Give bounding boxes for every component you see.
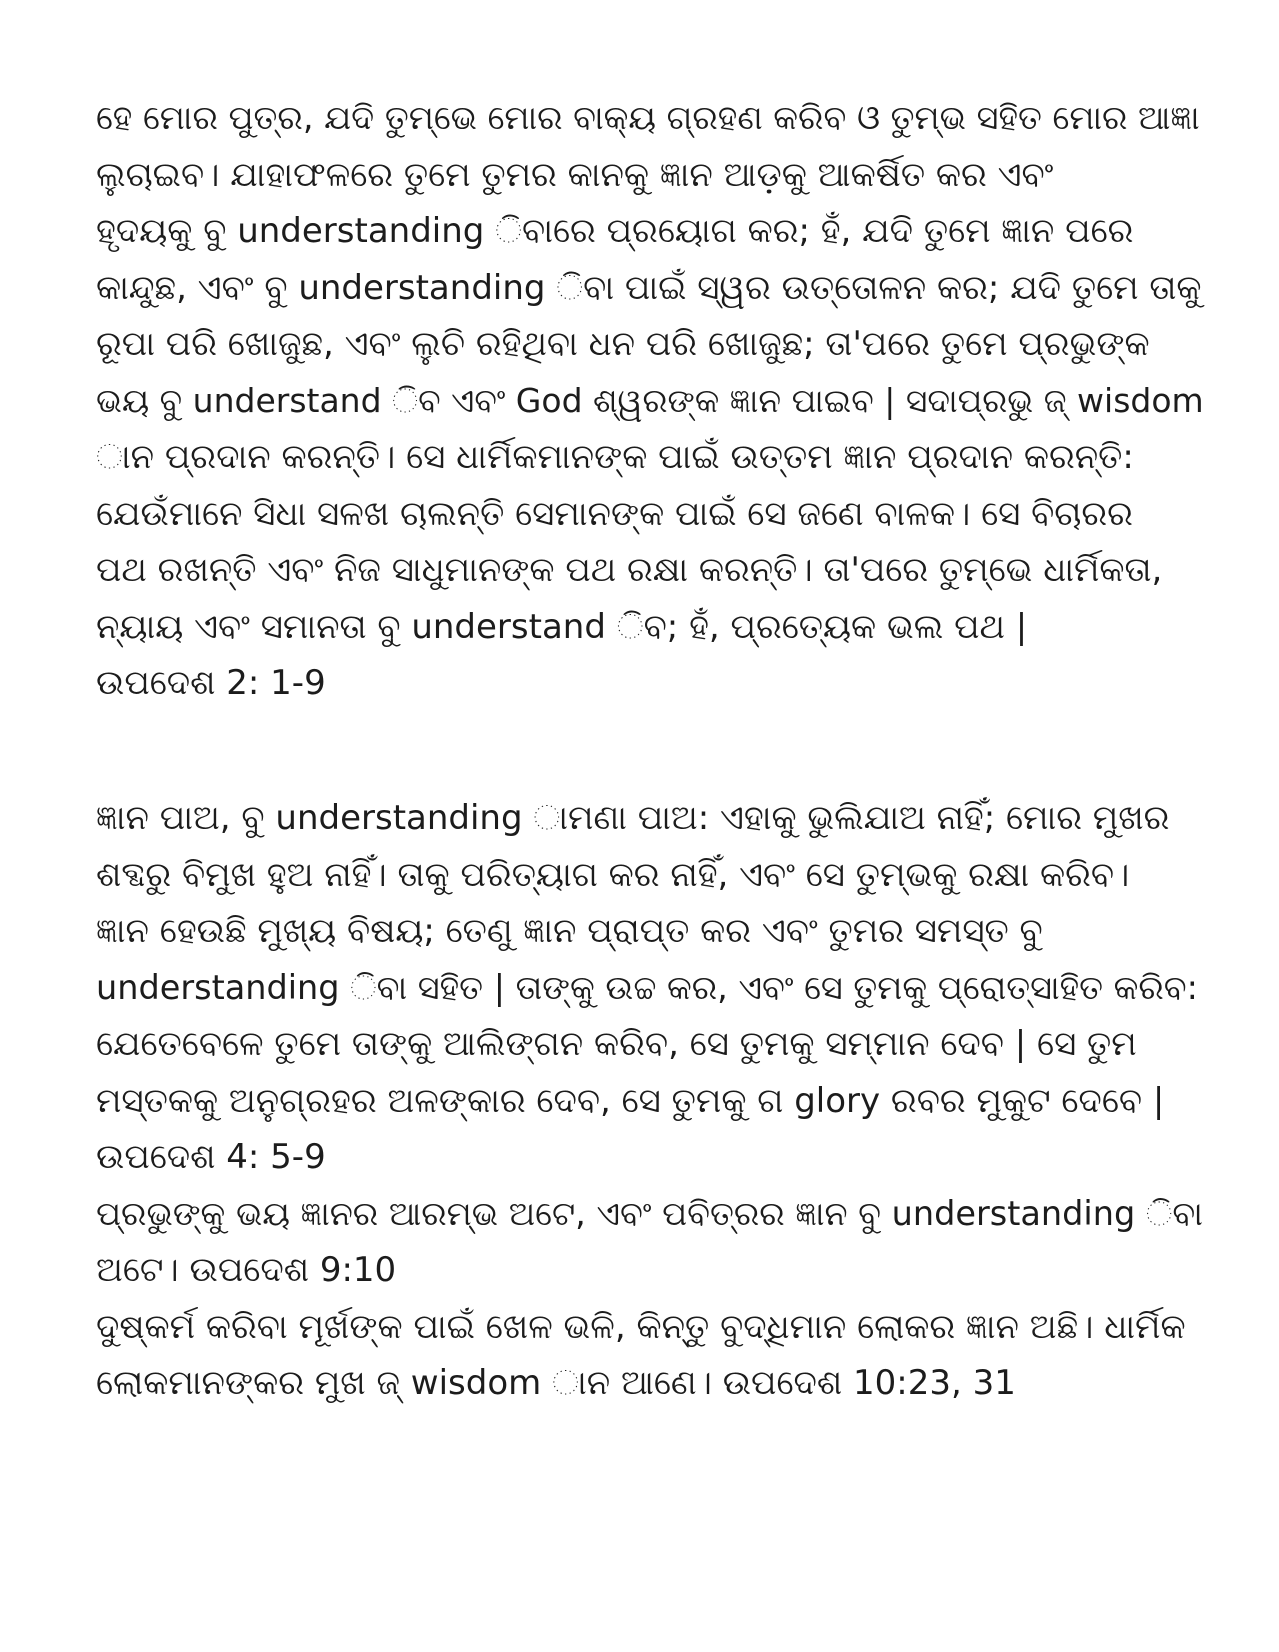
text-line: ପଥ ରଖନ୍ତି ଏବଂ ନିଜ ସାଧୁମାନଙ୍କ ପଥ ରକ୍ଷା କରନ୍ତି। ତା'ପରେ ତୁମ୍ଭେ ଧାର୍ମିକତା, <box>96 550 1163 590</box>
passage-proverbs-4-9-10 <box>96 790 1206 1412</box>
text-line: ଲୋକମାନଙ୍କର ମୁଖ ଜ୍ wisdom ାନ ଆଣେ। ଉପଦେଶ 10:23, 31 <box>96 1363 1016 1403</box>
text-line: ଲୁଚାଇବ। ଯାହାଫଳରେ ତୁମେ ତୁମର କାନକୁ ଜ୍ଞାନ ଆଡ଼କୁ ଆକର୍ଷିତ କର ଏବଂ <box>96 154 1054 195</box>
verse-reference: ଉପଦେଶ 4: 5-9 <box>96 1137 326 1177</box>
text-line: ରୂପା ପରି ଖୋଜୁଛ, ଏବଂ ଲୁଚି ରହିଥିବା ଧନ ପରି ଖୋଜୁଛ; ତା'ପରେ ତୁମେ ପ୍ରଭୁଙ୍କ <box>96 324 1150 364</box>
text-line: ଶବ୍ଦରୁ ବିମୁଖ ହୁଅ ନାହିଁ। ତାକୁ ପରିତ୍ୟାଗ କର ନାହିଁ, ଏବଂ ସେ ତୁମ୍ଭକୁ ରକ୍ଷା କରିବ। <box>96 854 1130 895</box>
text-line: ାନ ପ୍ରଦାନ କରନ୍ତି। ସେ ଧାର୍ମିକମାନଙ୍କ ପାଇଁ ଉତ୍ତମ ଜ୍ଞାନ ପ୍ରଦାନ କରନ୍ତି: <box>96 437 1134 477</box>
text-line: ଜ୍ଞାନ ପାଅ, ବୁ understanding ାମଣା ପାଅ: ଏହାକୁ ଭୁଲିଯାଅ ନାହିଁ; ମୋର ମୁଖର <box>96 798 1170 838</box>
text-line: କାନ୍ଦୁଛ, ଏବଂ ବୁ understanding ିବା ପାଇଁ ସ୍ୱର ଉତ୍ତୋଳନ କର; ଯଦି ତୁମେ ତାକୁ <box>96 267 1202 308</box>
verse-reference: ଉପଦେଶ 2: 1-9 <box>96 663 326 703</box>
text-line: ହୃଦୟକୁ ବୁ understanding ିବାରେ ପ୍ରୟୋଗ କର; ହଁ, ଯଦି ତୁମେ ଜ୍ଞାନ ପରେ <box>96 211 1134 251</box>
text-line: ଭୟ ବୁ understand ିବ ଏବଂ God ଶ୍ୱରଙ୍କ ଜ୍ଞାନ ପାଇବ | ସଦାପ୍ରଭୁ ଜ୍ wisdom <box>96 380 1204 420</box>
text-line: ଯେତେବେଳେ ତୁମେ ତାଙ୍କୁ ଆଲିଙ୍ଗନ କରିବ, ସେ ତୁମକୁ ସମ୍ମାନ ଦେବ | ସେ ତୁମ <box>96 1024 1137 1064</box>
text-line: ଯେଉଁମାନେ ସିଧା ସଳଖ ଚାଲନ୍ତି ସେମାନଙ୍କ ପାଇଁ ସେ ଜଣେ ବାଳକ। ସେ ବିଚାରର <box>96 493 1133 534</box>
text-line: ନ୍ୟାୟ ଏବଂ ସମାନତା ବୁ understand ିବ; ହଁ, ପ୍ରତ୍ୟେକ ଭଲ ପଥ | <box>96 606 1028 647</box>
text-line: ଅଟେ। ଉପଦେଶ 9:10 <box>96 1250 397 1290</box>
passage-proverbs-2 <box>96 90 1206 712</box>
text-line: ପ୍ରଭୁଙ୍କୁ ଭୟ ଜ୍ଞାନର ଆରମ୍ଭ ଅଟେ, ଏବଂ ପବିତ୍ରର ଜ୍ଞାନ ବୁ understanding ିବା <box>96 1193 1203 1233</box>
text-line: understanding ିବା ସହିତ | ତାଙ୍କୁ ଉଚ୍ଚ କର, ଏବଂ ସେ ତୁମକୁ ପ୍ରୋତ୍ସାହିତ କରିବ: <box>96 967 1198 1007</box>
text-line: ହେ ମୋର ପୁତ୍ର, ଯଦି ତୁମ୍ଭେ ମୋର ବାକ୍ୟ ଗ୍ରହଣ କରିବ ଓ ତୁମ୍ଭ ସହିତ ମୋର ଆଜ୍ଞା <box>96 98 1200 137</box>
text-line: ମସ୍ତକକୁ ଅନୁଗ୍ରହର ଅଳଙ୍କାର ଦେବ, ସେ ତୁମକୁ ଗ glory ରବର ମୁକୁଟ ଦେବେ | <box>96 1080 1165 1121</box>
text-line: ଦୁଷ୍କର୍ମ କରିବା ମୂର୍ଖଙ୍କ ପାଇଁ ଖେଳ ଭଳି, କିନ୍ତୁ ବୁଦ୍ଧିମାନ ଲୋକର ଜ୍ଞାନ ଅଛି। ଧାର୍ମିକ <box>96 1306 1186 1347</box>
text-line: ଜ୍ଞାନ ହେଉଛି ମୁଖ୍ୟ ବିଷୟ; ତେଣୁ ଜ୍ଞାନ ପ୍ରାପ୍ତ କର ଏବଂ ତୁମର ସମସ୍ତ ବୁ <box>96 911 1043 951</box>
